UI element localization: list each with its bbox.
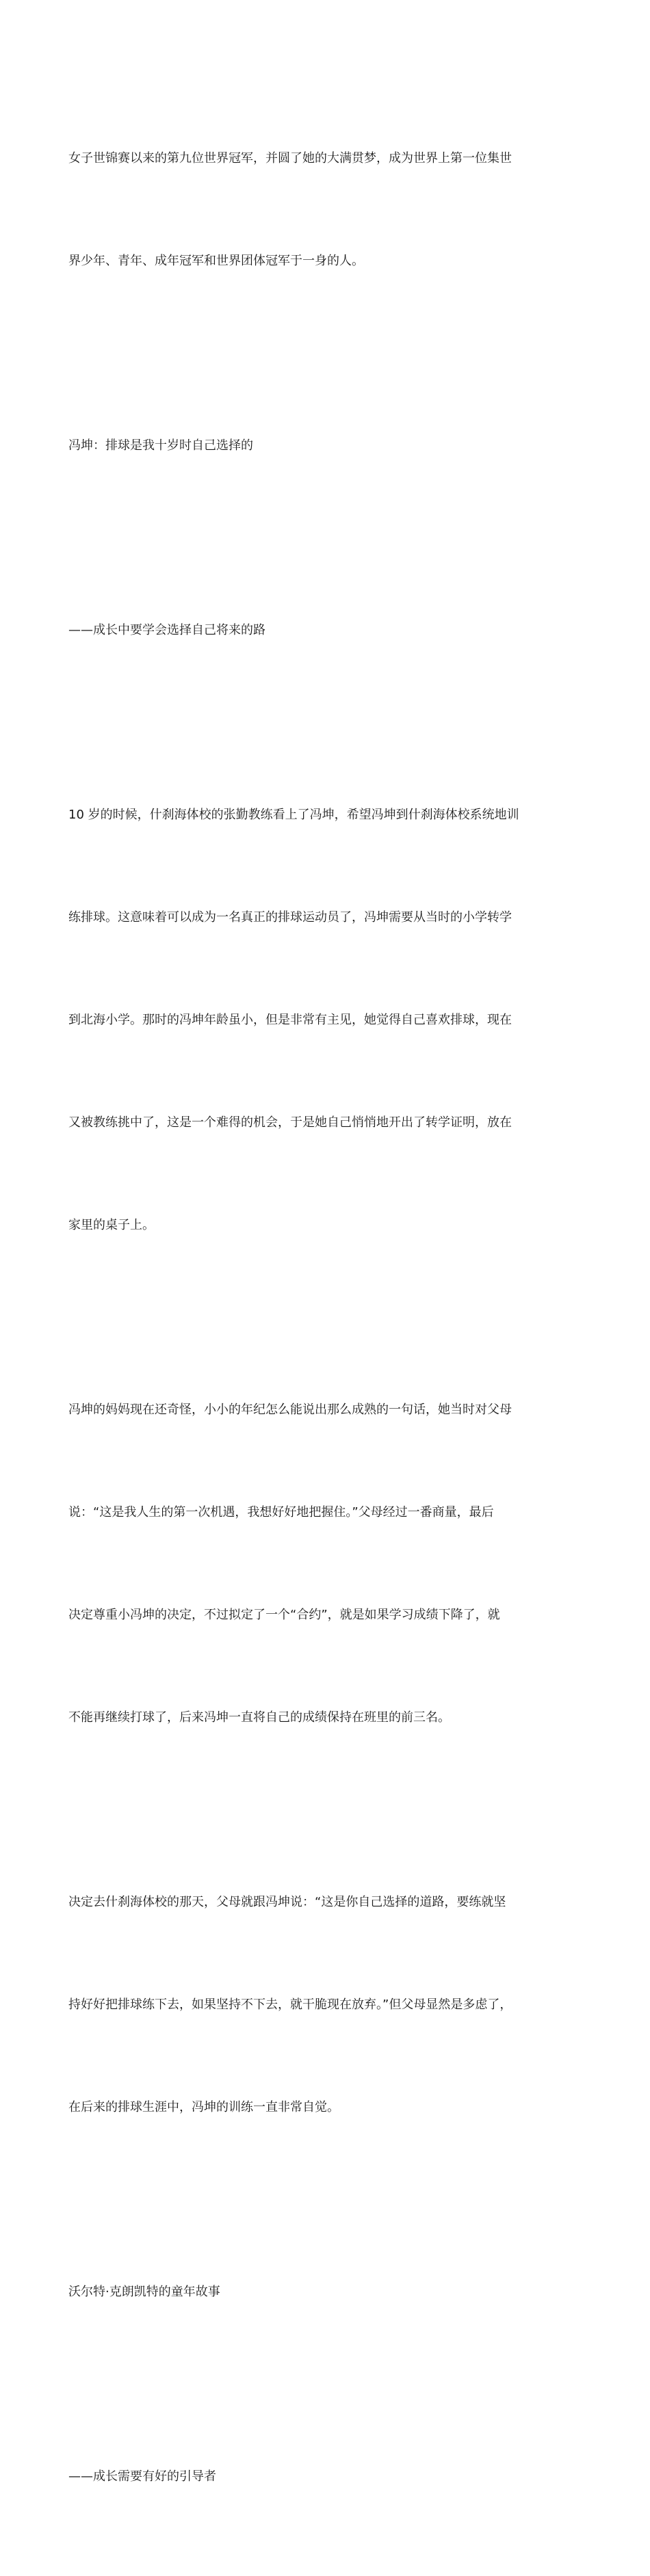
text-line: 练排球。这意味着可以成为一名真正的排球运动员了，冯坤需要从当时的小学转学 bbox=[68, 910, 512, 925]
subheading-line: ——成长需要有好的引导者 bbox=[68, 2469, 216, 2484]
paragraph-decision bbox=[68, 1817, 547, 2193]
text-line: 说：“这是我人生的第一次机遇，我想好好地把握住。”父母经过一番商量，最后 bbox=[68, 1505, 494, 1519]
text-line: 又被教练挑中了，这是一个难得的机会，于是她自己悄悄地开出了转学证明，放在 bbox=[68, 1115, 512, 1130]
text-line: 决定去什刹海体校的那天，父母就跟冯坤说：“这是你自己选择的道路，要练就坚 bbox=[68, 1895, 506, 1909]
subheading-line: ——成长中要学会选择自己将来的路 bbox=[68, 623, 265, 637]
text-line: 决定尊重小冯坤的决定，不过拟定了一个“合约”，就是如果学习成绩下降了，就 bbox=[68, 1608, 500, 1622]
text-line: 到北海小学。那时的冯坤年龄虽小，但是非常有主见，她觉得自己喜欢排球，现在 bbox=[68, 1013, 512, 1027]
text-line: 界少年、青年、成年冠军和世界团体冠军于一身的人。 bbox=[68, 254, 364, 268]
paragraph-mother bbox=[68, 1325, 547, 1803]
section-subheading-feng-kun bbox=[68, 545, 547, 716]
paragraph-intro bbox=[68, 73, 547, 347]
document-body bbox=[68, 73, 547, 2576]
section-heading-feng-kun bbox=[68, 360, 547, 531]
text-line: 不能再继续打球了，后来冯坤一直将自己的成绩保持在班里的前三名。 bbox=[68, 1710, 450, 1725]
text-line: 家里的桌子上。 bbox=[68, 1218, 155, 1232]
text-line: 冯坤的妈妈现在还奇怪，小小的年纪怎么能说出那么成熟的一句话，她当时对父母 bbox=[68, 1403, 512, 1417]
text-line: 10 岁的时候，什刹海体校的张勤教练看上了冯坤，希望冯坤到什刹海体校系统地训 bbox=[68, 808, 519, 822]
heading-line: 冯坤：排球是我十岁时自己选择的 bbox=[68, 438, 253, 453]
text-line: 持好好把排球练下去，如果坚持不下去，就干脆现在放弃。”但父母显然是多虑了， bbox=[68, 1997, 512, 2012]
text-line: 在后来的排球生涯中，冯坤的训练一直非常自觉。 bbox=[68, 2100, 339, 2114]
heading-line: 沃尔特·克朗凯特的童年故事 bbox=[68, 2285, 220, 2299]
section-subheading-cronkite bbox=[68, 2391, 547, 2562]
section-heading-cronkite bbox=[68, 2207, 547, 2378]
paragraph-age-ten bbox=[68, 730, 547, 1311]
text-line: 女子世锦赛以来的第九位世界冠军，并圆了她的大满贯梦，成为世界上第一位集世 bbox=[68, 151, 512, 165]
